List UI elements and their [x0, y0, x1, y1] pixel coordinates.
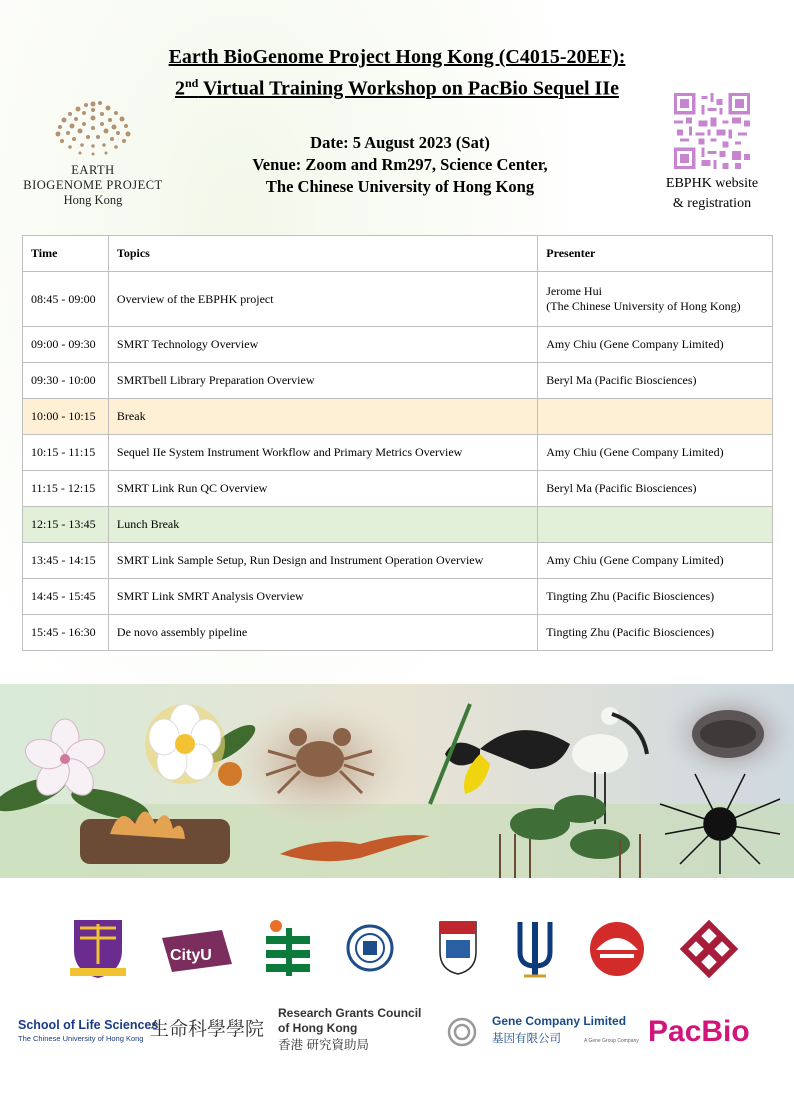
event-venue-line1: Venue: Zoom and Rm297, Science Center,	[252, 155, 548, 174]
row-time: 10:00 - 10:15	[23, 399, 109, 435]
row-topic: Sequel IIe System Instrument Workflow and Primary Metrics Overview	[108, 435, 537, 471]
table-row	[23, 272, 773, 327]
gene-tagline: A Gene Group Company	[584, 1038, 639, 1044]
event-date: Date: 5 August 2023 (Sat)	[310, 133, 490, 152]
rgc-line2: of Hong Kong	[278, 1021, 358, 1035]
ebp-logo-line2: BIOGENOME PROJECT	[23, 178, 163, 192]
row-presenter: Amy Chiu (Gene Company Limited)	[538, 327, 773, 363]
row-presenter: Tingting Zhu (Pacific Biosciences)	[538, 579, 773, 615]
schedule-table	[22, 235, 773, 651]
sls-chinese: 生命科學學院	[150, 1018, 265, 1040]
table-row	[23, 615, 773, 651]
row-time: 14:45 - 15:45	[23, 579, 109, 615]
row-topic: Lunch Break	[108, 507, 537, 543]
table-row	[23, 579, 773, 615]
row-topic: Break	[108, 399, 537, 435]
species-banner-illustration	[0, 684, 794, 878]
row-presenter: Beryl Ma (Pacific Biosciences)	[538, 363, 773, 399]
row-presenter	[538, 399, 773, 435]
rgc-line1: Research Grants Council	[278, 1006, 422, 1020]
row-presenter: Beryl Ma (Pacific Biosciences)	[538, 471, 773, 507]
row-topic: SMRT Link SMRT Analysis Overview	[108, 579, 537, 615]
table-row	[23, 327, 773, 363]
row-time: 12:15 - 13:45	[23, 507, 109, 543]
row-presenter: Jerome Hui (The Chinese University of Hong Kong)	[538, 272, 773, 327]
eduhk-logo	[264, 918, 312, 978]
row-topic: Overview of the EBPHK project	[108, 272, 537, 327]
qr-label-line2: & registration	[672, 196, 752, 211]
gene-logo-icon	[446, 1016, 486, 1048]
qr-label	[640, 174, 784, 214]
row-topic: SMRT Link Sample Setup, Run Design and Instrument Operation Overview	[108, 543, 537, 579]
pacbio-logo: PacBio	[648, 1015, 750, 1048]
polyu-logo	[680, 920, 738, 978]
row-presenter: Tingting Zhu (Pacific Biosciences)	[538, 615, 773, 651]
row-topic: De novo assembly pipeline	[108, 615, 537, 651]
svg-text:CityU: CityU	[170, 947, 212, 964]
camellia-flower	[145, 704, 225, 784]
cuhk-logo	[66, 916, 130, 982]
table-row	[23, 435, 773, 471]
table-row-break	[23, 399, 773, 435]
chiton-shape	[692, 710, 764, 758]
sls-cuhk-logo	[14, 1012, 269, 1057]
gene-name: Gene Company Limited	[492, 1014, 627, 1028]
sls-name: School of Life Sciences	[18, 1018, 159, 1032]
cityu-logo	[162, 930, 232, 972]
row-time: 09:30 - 10:00	[23, 363, 109, 399]
row-topic: SMRT Technology Overview	[108, 327, 537, 363]
row-time: 15:45 - 16:30	[23, 615, 109, 651]
row-presenter: Amy Chiu (Gene Company Limited)	[538, 543, 773, 579]
row-time: 09:00 - 09:30	[23, 327, 109, 363]
hkust-logo	[516, 918, 554, 980]
ebp-dots-graphic	[18, 96, 168, 158]
qr-label-line1: EBPHK website	[665, 176, 759, 191]
event-venue-line2: The Chinese University of Hong Kong	[265, 177, 535, 196]
row-topic: SMRTbell Library Preparation Overview	[108, 363, 537, 399]
table-row	[23, 471, 773, 507]
table-header-row	[23, 236, 773, 272]
sls-university: The Chinese University of Hong Kong	[18, 1034, 144, 1043]
gene-company-logo	[444, 1012, 640, 1052]
orange-fruit	[218, 762, 242, 786]
ebp-logo-line3: Hong Kong	[63, 193, 123, 207]
title-line-2: 2nd Virtual Training Workshop on PacBio Sequel IIe	[174, 76, 619, 100]
table-row	[23, 363, 773, 399]
event-info	[210, 132, 590, 198]
hku-logo	[438, 920, 478, 976]
title-line-1: Earth BioGenome Project Hong Kong (C4015-20EF):	[168, 46, 626, 68]
rgc-logo	[278, 1006, 436, 1060]
header-topics: Topics	[108, 236, 537, 272]
hkbu-logo	[346, 924, 394, 972]
row-presenter: Amy Chiu (Gene Company Limited)	[538, 435, 773, 471]
row-time: 08:45 - 09:00	[23, 272, 109, 327]
row-time: 11:15 - 12:15	[23, 471, 109, 507]
lingnan-logo	[588, 920, 646, 978]
qr-code-icon[interactable]	[674, 93, 750, 169]
row-time: 10:15 - 11:15	[23, 435, 109, 471]
ebp-logo-line1: EARTH	[71, 163, 115, 177]
table-row	[23, 543, 773, 579]
row-presenter	[538, 507, 773, 543]
header-time: Time	[23, 236, 109, 272]
rgc-line3: 香港 研究資助局	[278, 1038, 369, 1052]
ebp-hk-logo	[18, 96, 168, 211]
row-topic: SMRT Link Run QC Overview	[108, 471, 537, 507]
table-row-lunch	[23, 507, 773, 543]
header-presenter: Presenter	[538, 236, 773, 272]
gene-chinese: 基因有限公司	[492, 1033, 561, 1045]
row-time: 13:45 - 14:15	[23, 543, 109, 579]
